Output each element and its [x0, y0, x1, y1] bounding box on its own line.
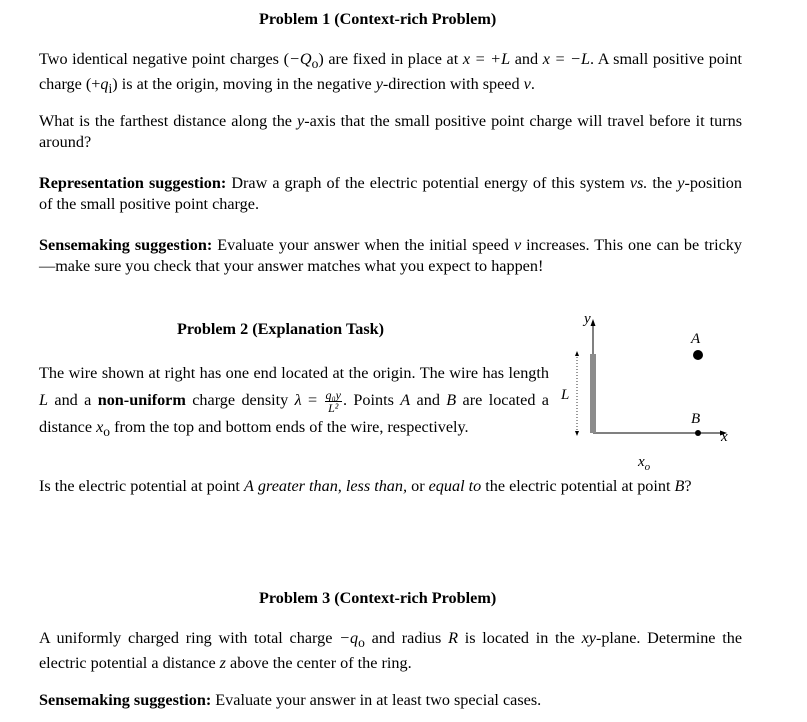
length-label: L	[561, 387, 570, 403]
problem1-question: What is the farthest distance along the y-axis that the small positive point charge will travel before it turns around?	[39, 112, 742, 151]
problem3-statement: A uniformly charged ring with total charge $-q_o$ and radius R is located in the xy-plane. Determine the electric potential a distance z above the center of the ring.	[39, 629, 742, 673]
y-axis-arrow	[591, 319, 596, 326]
problem2-statement: The wire shown at right has one end located at the origin. The wire has length L and a non-uniform charge density λ = $\frac{\text{q₀y}}{\text{L²}}$ . Points A and B are located a distance $x_o$ from the top and bottom ends of the wire, respectively.	[39, 364, 549, 440]
wire-diagram	[550, 310, 750, 485]
point-a-label: A	[691, 331, 701, 347]
problem1-sensemaking-suggestion: Sensemaking suggestion: Evaluate your answer when the initial speed v increases. This one can be tricky—make sure you check that your answer matches what you expect to happen!	[39, 236, 742, 275]
charged-wire	[590, 354, 596, 433]
length-arrow-top	[575, 351, 579, 356]
problem1-statement: Two identical negative point charges $(-Q_o)$ are fixed in place at x = +L and x = −L. A small positive point charge $(+q_i)$ is at the origin, moving in the negative y-direction with speed v.	[39, 50, 742, 97]
charge-density-fraction: $\frac{\text{q₀y}}{\text{L²}}$	[325, 387, 341, 415]
problem1-representation-suggestion: Representation suggestion: Draw a graph of the electric potential energy of this system vs. the y-position of the small positive point charge.	[39, 174, 742, 213]
distance-xo-label: $x_o$	[638, 454, 651, 473]
problem2-title: Problem 2 (Explanation Task)	[177, 320, 385, 338]
point-b-dot	[695, 430, 701, 436]
point-a-dot	[693, 350, 703, 360]
problem1-title: Problem 1 (Context-rich Problem)	[259, 10, 497, 28]
length-arrow-bottom	[575, 431, 579, 436]
x-axis-label: x	[721, 429, 728, 445]
problem3-sensemaking-suggestion: Sensemaking suggestion: Evaluate your answer in at least two special cases.	[39, 691, 542, 709]
problem3-title: Problem 3 (Context-rich Problem)	[259, 589, 497, 607]
point-b-label: B	[691, 411, 701, 427]
y-axis-label: y	[584, 311, 591, 327]
problem2-question: Is the electric potential at point A greater than, less than, or equal to the electric potential at point B?	[39, 477, 692, 495]
